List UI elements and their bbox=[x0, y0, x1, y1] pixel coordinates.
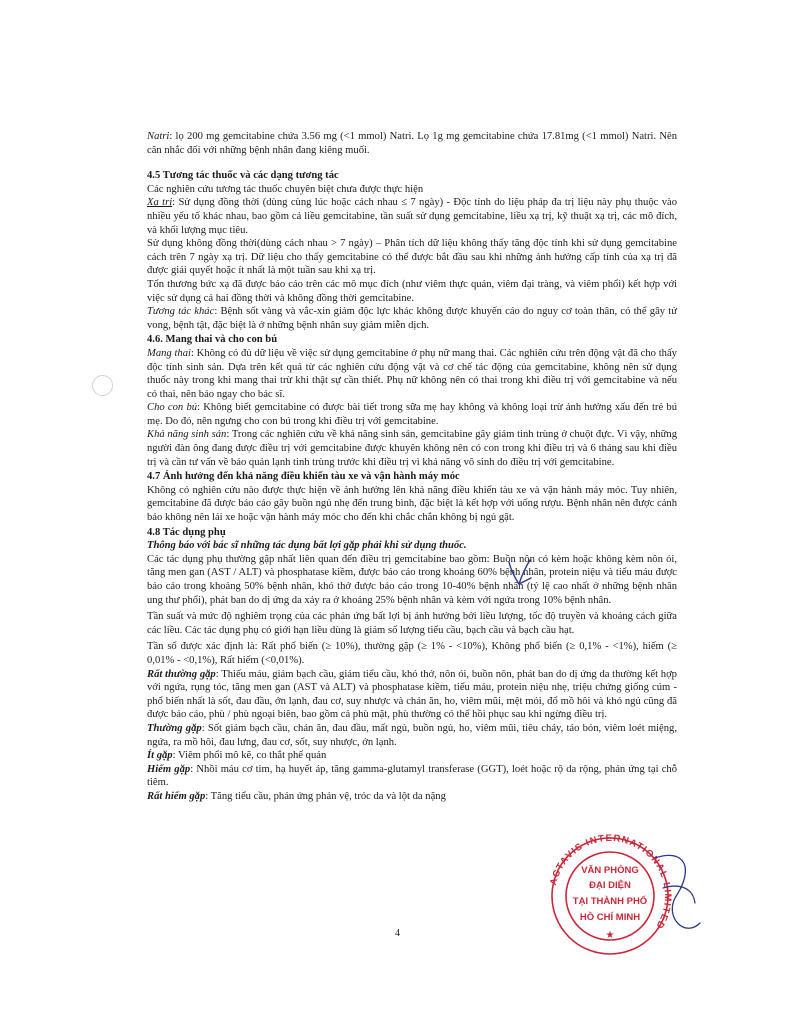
pregnancy-paragraph: Mang thai: Không có đủ dữ liệu về việc sử dụng gemcitabine ở phụ nữ mang thai. Các nghiên cứu trên động vật đã cho thấy độc tính sinh sản. Dựa trên kết quả từ các nghiên cứu động vật và cơ chế tác động của gemcitabine, không nên sử dụng thuốc này trong khi mang thai trừ khi thật sự cần thiết. Phụ nữ không nên có thai trong khi điều trị với gemcitabine và nếu có thai, nên báo ngay cho bác sĩ. bbox=[147, 347, 677, 400]
section-4-6-heading: 4.6. Mang thai và cho con bú bbox=[147, 334, 278, 346]
other-interactions-paragraph: Tương tác khác: Bệnh sốt vàng và vắc-xin giảm độc lực khác không được khuyến cáo do nguy cơ toàn thân, có thể gây tử vong, bệnh tật, đặc biệt là ở những bệnh nhân suy giảm miễn dịch. bbox=[147, 306, 677, 331]
common-paragraph: Thường gặp: Sốt giảm bạch cầu, chán ăn, đau đầu, mất ngủ, buồn ngủ, ho, viêm mũi, tiêu chảy, táo bón, viêm loét miệng, ngứa, ra mồ hôi, đau lưng, đau cơ, sốt, suy nhược, ớn lạnh. bbox=[147, 722, 677, 748]
very-rare-paragraph: Rất hiếm gặp: Tăng tiểu cầu, phản ứng phản vệ, tróc da và lột da nặng bbox=[147, 790, 446, 802]
radiotherapy-paragraph: Xạ trị: Sử dụng đồng thời (dùng cùng lúc hoặc cách nhau ≤ 7 ngày) - Độc tính do liệu pháp đa trị liệu này phụ thuộc vào nhiều yếu tố khác nhau, bao gồm cả liều gemcitabine, tần suất sử dụng gemcitabine, liều xạ trị, kỹ thuật xạ trị, các mô đích, và khối lượng mục tiêu. bbox=[147, 197, 677, 236]
stamp-star-icon: ★ bbox=[605, 930, 615, 941]
frequency-definition-paragraph: Tần số được xác định là: Rất phổ biến (≥ 10%), thường gặp (≥ 1% - <10%), Không phổ biến (≥ 0,1% - <1%), hiếm (≥ 0,01% - <0,1%), Rất hiếm (<0,01%). bbox=[147, 641, 677, 666]
handwritten-check-mark bbox=[503, 556, 537, 590]
section-4-7-heading: 4.7 Ảnh hưởng đến khả năng điều khiển tàu xe và vận hành máy móc bbox=[147, 471, 460, 483]
company-stamp bbox=[535, 828, 705, 958]
adverse-effects-notice: Thông báo với bác sĩ những tác dụng bất lợi gặp phải khi sử dụng thuốc. bbox=[147, 540, 467, 552]
rare-paragraph: Hiếm gặp: Nhồi máu cơ tim, hạ huyết áp, tăng gamma-glutamyl transferase (GGT), loét hoặc rộ da rộng, phản ứng tại chỗ tiêm. bbox=[147, 763, 677, 789]
very-common-paragraph: Rất thường gặp: Thiếu máu, giảm bạch cầu, giảm tiểu cầu, khó thở, nôn ói, buồn nôn, phát ban do dị ứng da thường kết hợp với ngứa, rụng tóc, tăng men gan (AST và ALT) và phosphatase kiềm, tiểu máu, protein niệu nhẹ, triệu chứng giống cúm - phổ biến nhất là sốt, đau đầu, ớn lạnh, đau cơ, suy nhược và chán ăn, ho, viêm mũi, mệt mỏi, đổ mồ hôi và khó ngủ cũng đã được báo cáo, phù / phù ngoại biên, bao gồm cả phù mặt, phù thường có thể hồi phục sau khi ngừng điều trị. bbox=[147, 668, 677, 721]
page-body bbox=[147, 130, 677, 804]
section-4-5-heading: 4.5 Tương tác thuốc và các dạng tương tác bbox=[147, 170, 339, 182]
natri-paragraph: Natri: lọ 200 mg gemcitabine chứa 3.56 mg (<1 mmol) Natri. Lọ 1g mg gemcitabine chứa 17.81mg (<1 mmol) Natri. Nên cân nhắc đối với những bệnh nhân đang kiêng muối. bbox=[147, 131, 677, 156]
section-4-5-intro: Các nghiên cứu tương tác thuốc chuyên biệt chưa được thực hiện bbox=[147, 183, 424, 195]
non-concurrent-paragraph: Sử dụng không đồng thời(dùng cách nhau > 7 ngày) – Phân tích dữ liệu không thấy tăng độc tính khi sử dụng gemcitabine cách trên 7 ngày xạ trị. Dữ liệu cho thấy gemcitabine có thể được bắt đầu sau khi những ảnh hưởng cấp tính của xạ trị đã được giải quyết hoặc ít nhất là một tuần sau khi xạ trị. bbox=[147, 238, 677, 277]
fertility-paragraph: Khả năng sinh sản: Trong các nghiên cứu về khả năng sinh sản, gemcitabine gây giảm tinh trùng ở chuột đực. Vì vậy, những người đàn ông đang được điều trị với gemcitabine được khuyên không nên có con trong khi điều trị và 6 tháng sau khi điều trị và cần tư vấn về bảo quản lạnh tinh trùng trước khi điều trị vì khả năng vô sinh do điều trị với gemcitabine. bbox=[147, 429, 678, 468]
stamp-line-3: TẠI THÀNH PHỐ bbox=[572, 896, 648, 907]
stamp-ring-text: ACTAVIS INTERNATIONAL LIMITED bbox=[548, 832, 674, 932]
page-number: 4 bbox=[395, 928, 400, 939]
driving-paragraph: Không có nghiên cứu nào được thực hiện về ảnh hưởng lên khả năng điều khiển tàu xe và vận hành máy móc. Tuy nhiên, gemcitabine đã được báo cáo gây buồn ngủ nhẹ đến trung bình, đặc biệt là kết hợp với uống rượu. Bệnh nhân nên được cảnh báo không nên lái xe hoặc vận hành máy móc cho đến khi chắc chắn không bị ngủ gật. bbox=[147, 484, 677, 524]
dose-dependence-paragraph: Tần suất và mức độ nghiêm trọng của các phản ứng bất lợi bị ảnh hưởng bởi liều lượng, tốc độ truyền và khoảng cách giữa các liều. Các tác dụng phụ có giới hạn liều dùng là giảm số lượng tiểu cầu, bạch cầu và bạch cầu hạt. bbox=[147, 611, 677, 636]
stamp-line-2: ĐẠI DIỆN bbox=[589, 880, 631, 891]
punch-hole-mark bbox=[92, 375, 113, 396]
uncommon-paragraph: Ít gặp: Viêm phổi mô kẽ, co thắt phế quản bbox=[147, 750, 327, 762]
section-4-8-heading: 4.8 Tác dụng phụ bbox=[147, 526, 226, 538]
stamp-line-4: HỒ CHÍ MINH bbox=[579, 912, 641, 923]
common-effects-paragraph: Các tác dụng phụ thường gặp nhất liên quan đến điều trị gemcitabine bao gồm: Buồn nôn có kèm hoặc không kèm nôn ói, tăng men gan (AST / ALT) và phosphatase kiềm, được báo cáo trong khoảng 60% bệnh nhân, protein niệu và tiểu máu được báo cáo trong khoảng 50% bệnh nhân, khó thở được báo cáo trong 10-40% bệnh nhân (tỷ lệ cao nhất ở những bệnh nhân ung thư phổi), phát ban do dị ứng da xảy ra ở khoảng 25% bệnh nhân và kèm với ngứa trong 10% bệnh nhân. bbox=[147, 553, 677, 606]
stamp-line-1: VĂN PHÒNG bbox=[581, 865, 639, 876]
radiation-injury-paragraph: Tổn thương bức xạ đã được báo cáo trên các mô mục đích (như viêm thực quản, viêm đại tràng, và viêm phổi) kết hợp với việc sử dụng cả hai đồng thời và không đồng thời gemcitabine. bbox=[147, 278, 677, 304]
breastfeeding-paragraph: Cho con bú: Không biết gemcitabine có được bài tiết trong sữa mẹ hay không và không loại trừ ảnh hưởng xấu đến trẻ bú mẹ. Do đó, nên ngưng cho con bú trong khi điều trị với gemcitabine. bbox=[147, 402, 677, 427]
